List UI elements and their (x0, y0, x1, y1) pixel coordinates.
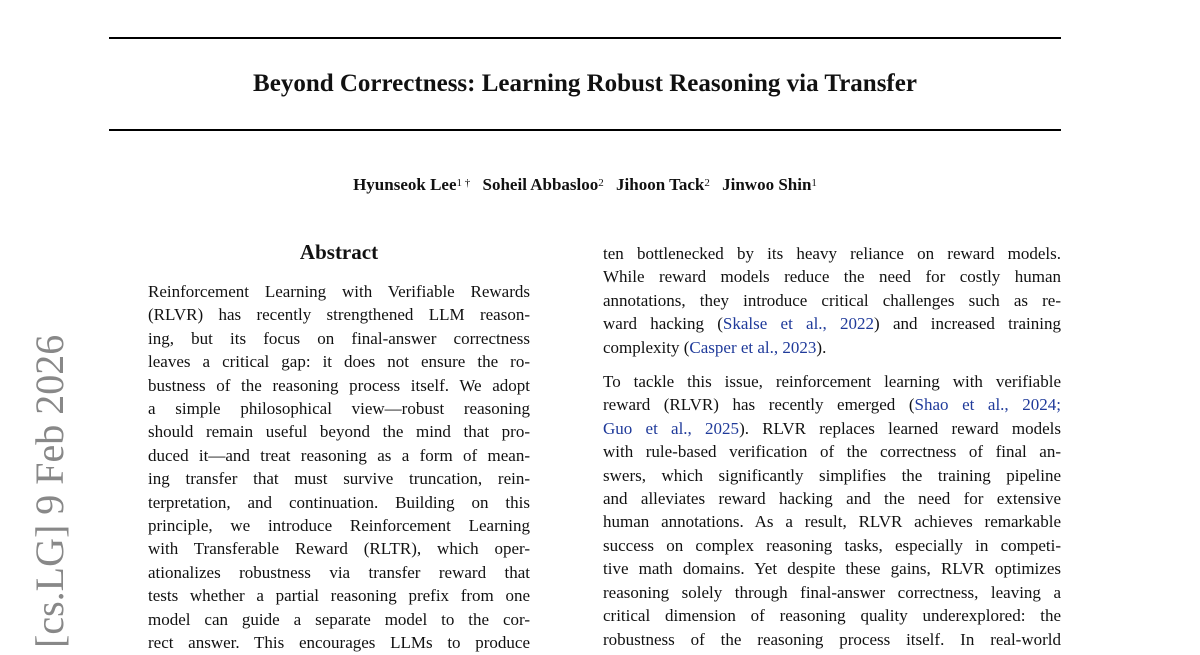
abstract-line: a simple philosophical view—robust reasoning (148, 399, 530, 419)
abstract-line: tests whether a partial reasoning prefix from one (148, 586, 530, 606)
abstract-column (148, 238, 530, 655)
abstract-line: should remain useful beyond the mind that pro- (148, 422, 530, 442)
body-line: tive math domains. Yet despite these gains, RLVR optimizes (603, 559, 1061, 579)
arxiv-stamp: [cs.LG] 9 Feb 2026 (27, 334, 72, 648)
abstract-heading: Abstract (299, 240, 379, 264)
body-text: ). RLVR replaces learned reward models (739, 418, 1061, 438)
body-line (603, 393, 1061, 416)
author-affiliation: 1 (811, 177, 817, 189)
abstract-line: principle, we introduce Reinforcement Learning (148, 516, 530, 536)
abstract-line: ationalizes robustness via transfer reward that (148, 562, 530, 582)
body-line: reasoning solely through final-answer correctness, leaving a (603, 582, 1061, 602)
body-line (603, 312, 1061, 335)
body-line: success on complex reasoning tasks, especially in competi- (603, 535, 1061, 555)
abstract-line: ing, but its focus on final-answer correctness (148, 328, 530, 348)
author-name: Jihoon Tack (616, 175, 705, 194)
citation-link[interactable]: Casper et al., 2023 (689, 337, 817, 357)
body-line: with rule-based verification of the correctness of final an- (603, 442, 1061, 462)
author (353, 174, 470, 196)
body-line: swers, which significantly simplifies the training pipeline (603, 465, 1061, 485)
citation-link[interactable]: Guo et al., 2025 (603, 418, 740, 438)
introduction-column (603, 242, 1061, 651)
abstract-line: rect answer. This encourages LLMs to produce (148, 633, 530, 653)
title-bottom-rule (109, 129, 1061, 131)
body-line: robustness of the reasoning process itself. In real-world (603, 629, 1061, 649)
author-affiliation: 2 (704, 177, 710, 189)
author-name: Jinwoo Shin (722, 175, 812, 194)
abstract-line: Reinforcement Learning with Verifiable Rewards (148, 282, 530, 301)
abstract-text (148, 280, 530, 655)
body-line: annotations, they introduce critical challenges such as re- (603, 290, 1061, 310)
body-line: ten bottlenecked by its heavy reliance on reward models. (603, 244, 1061, 263)
citation-link[interactable]: Skalse et al., 2022 (722, 314, 875, 334)
body-text: ) and increased training (874, 314, 1062, 334)
citation-link[interactable]: Shao et al., 2024; (914, 395, 1061, 415)
author (483, 174, 604, 196)
body-line (603, 336, 1061, 359)
body-line: To tackle this issue, reinforcement learning with verifiable (603, 372, 1061, 392)
abstract-line: terpretation, and continuation. Building on this (148, 492, 530, 512)
abstract-line: duced it—and treat reasoning as a form of mean- (148, 445, 530, 465)
body-text: reward (RLVR) has recently emerged ( (603, 395, 915, 415)
title-top-rule (109, 37, 1061, 39)
abstract-line: leaves a critical gap: it does not ensure the ro- (148, 352, 530, 372)
body-paragraph (603, 242, 1061, 359)
body-line: and alleviates reward hacking and the need for extensive (603, 489, 1061, 509)
author-name: Soheil Abbasloo (482, 175, 599, 194)
body-line: While reward models reduce the need for costly human (603, 267, 1061, 287)
abstract-line: with Transferable Reward (RLTR), which oper- (148, 539, 530, 559)
body-line (603, 417, 1061, 440)
author-name: Hyunseok Lee (353, 175, 457, 194)
body-line: human annotations. As a result, RLVR achieves remarkable (603, 512, 1061, 532)
paper-title: Beyond Correctness: Learning Robust Reasoning via Transfer (253, 70, 917, 97)
body-line: critical dimension of reasoning quality underexplored: the (603, 606, 1061, 626)
author-affiliation: 1 † (456, 177, 471, 189)
author-list (109, 174, 1061, 196)
author (722, 174, 817, 196)
abstract-line: bustness of the reasoning process itself. We adopt (148, 375, 530, 395)
author-affiliation: 2 (598, 177, 604, 189)
body-text: ). (816, 337, 827, 357)
abstract-line: ing transfer that must survive truncation, rein- (148, 469, 530, 489)
body-text: complexity ( (603, 337, 690, 357)
body-text: ward hacking ( (603, 314, 723, 334)
author (616, 174, 710, 196)
paragraph-gap (603, 359, 1061, 370)
abstract-line: (RLVR) has recently strengthened LLM reason- (148, 305, 530, 325)
abstract-line: model can guide a separate model to the cor- (148, 609, 530, 629)
body-paragraph (603, 370, 1061, 651)
